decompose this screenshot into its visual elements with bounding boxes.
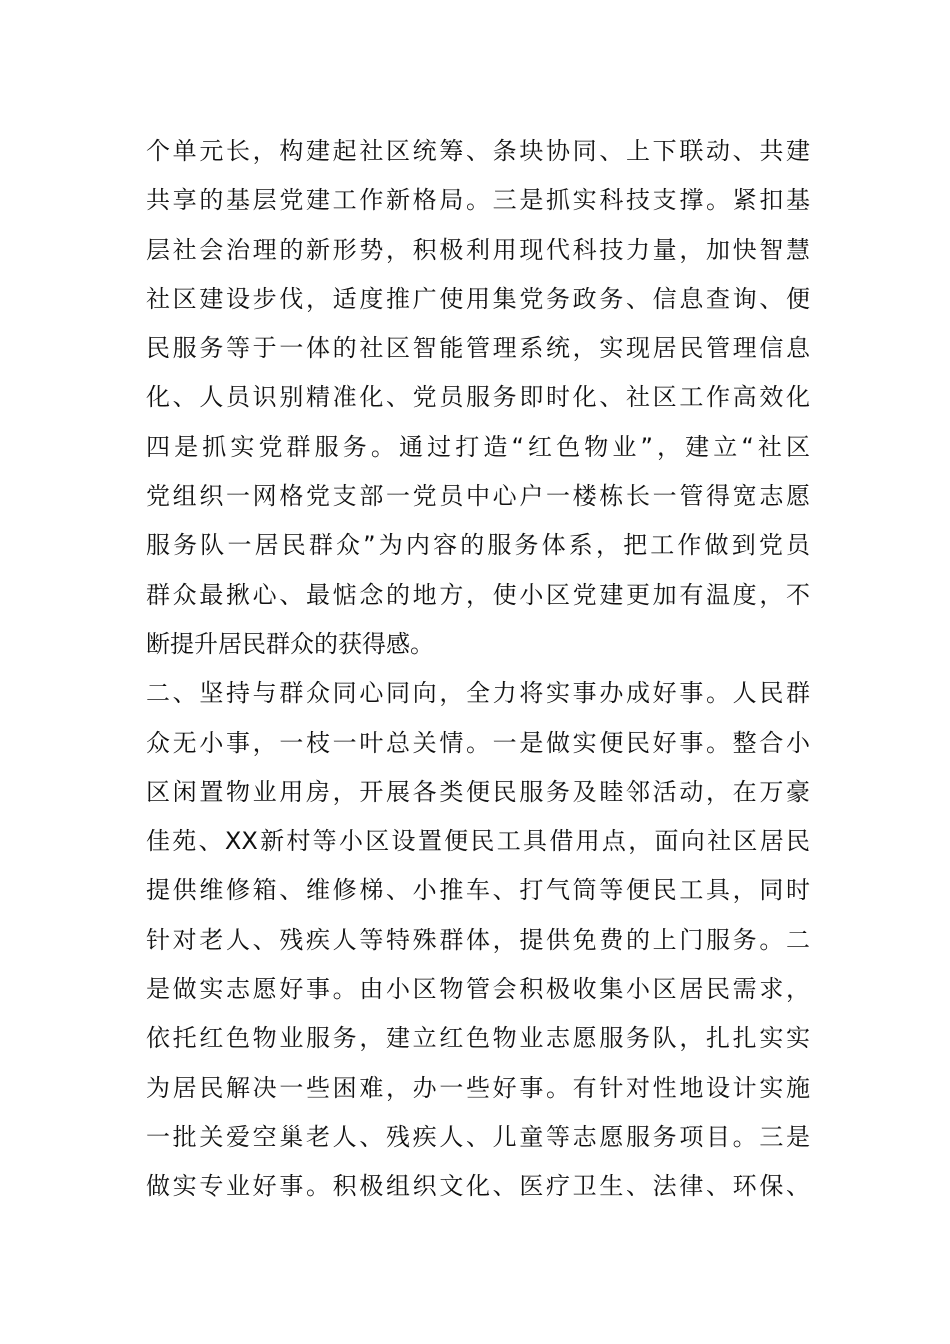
text-line: 依托红色物业服务，建立红色物业志愿服务队，扎扎实实 [146,1024,810,1053]
text-line: 是做实志愿好事。由小区物管会积极收集小区居民需求， [146,975,810,1004]
text-line: 佳苑、XX新村等小区设置便民工具借用点，面向社区居民 [146,827,810,856]
text-line: 二、坚持与群众同心同向，全力将实事办成好事。人民群 [146,679,810,708]
text-line: 化、人员识别精准化、党员服务即时化、社区工作高效化 [146,383,810,412]
text-line: 民服务等于一体的社区智能管理系统，实现居民管理信息 [146,334,810,363]
text-line: 个单元长，构建起社区统筹、条块协同、上下联动、共建 [146,137,810,165]
text-line: 党组织一网格党支部一党员中心户一楼栋长一管得宽志愿 [146,482,810,511]
text-line: 一批关爱空巢老人、残疾人、儿童等志愿服务项目。三是 [146,1122,810,1151]
text-line: 服务队一居民群众”为内容的服务体系，把工作做到党员 [146,531,810,560]
text-line: 层社会治理的新形势，积极利用现代科技力量，加快智慧 [146,235,810,264]
text-line: 提供维修箱、维修梯、小推车、打气筒等便民工具，同时 [146,876,810,905]
text-line: 做实专业好事。积极组织文化、医疗卫生、法律、环保、 [146,1172,810,1201]
text-line: 群众最揪心、最惦念的地方，使小区党建更加有温度，不 [146,580,810,609]
text-line: 共享的基层党建工作新格局。三是抓实科技支撑。紧扣基 [146,186,810,215]
text-line: 四是抓实党群服务。通过打造“红色物业”，建立“社区 [146,432,810,461]
text-line: 针对老人、残疾人等特殊群体，提供免费的上门服务。二 [146,925,810,954]
text-line: 为居民解决一些困难，办一些好事。有针对性地设计实施 [146,1073,810,1102]
text-line: 众无小事，一枝一叶总关情。一是做实便民好事。整合小 [146,728,810,757]
text-line: 社区建设步伐，适度推广使用集党务政务、信息查询、便 [146,284,810,313]
text-line: 区闲置物业用房，开展各类便民服务及睦邻活动，在万豪 [146,777,810,806]
text-line: 断提升居民群众的获得感。 [146,629,434,658]
body-text [146,127,810,1212]
